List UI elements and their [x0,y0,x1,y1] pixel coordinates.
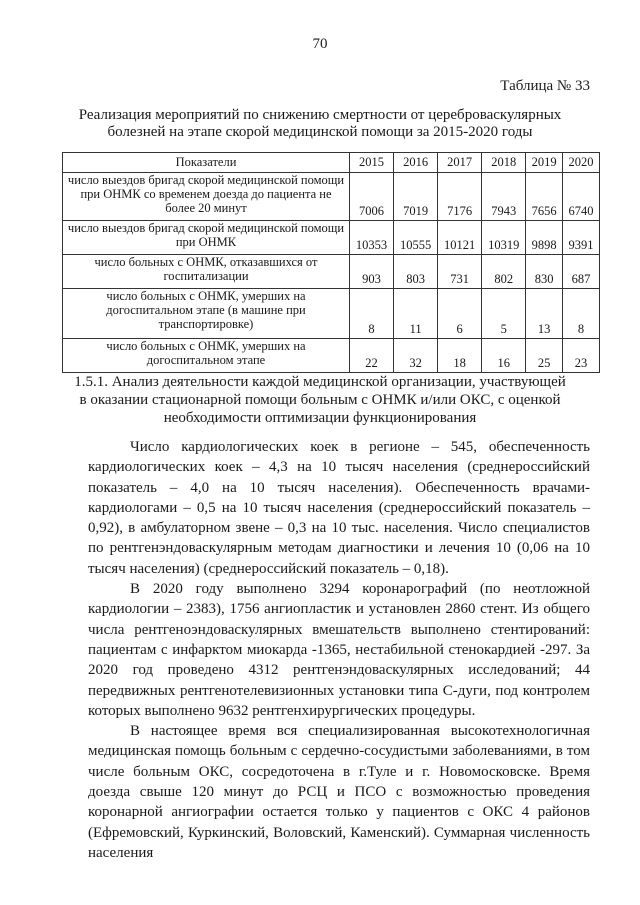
header-indicator: Показатели [63,153,350,173]
cell-value: 7006 [350,173,394,221]
table-title: Реализация мероприятий по снижению смертности от цереброваскулярных болезней на этапе скорой медицинской помощи за 2015-2020 годы [78,107,562,140]
cell-value: 830 [526,255,563,289]
section-heading: 1.5.1. Анализ деятельности каждой медицинской организации, участвующей в оказании стационарной помощи больным с ОНМК и/или ОКС, с оценкой необходимости оптимизации функционирования [74,374,566,426]
cell-value: 11 [394,289,438,339]
cell-value: 803 [394,255,438,289]
table-label: Таблица № 33 [500,78,590,94]
row-indicator: число выездов бригад скорой медицинской помощи при ОНМК [63,221,350,255]
table-row [63,289,600,339]
cell-value: 9898 [526,221,563,255]
cell-value: 7943 [482,173,526,221]
cell-value: 32 [394,339,438,373]
cell-value: 6 [438,289,482,339]
cell-value: 16 [482,339,526,373]
table-row [63,173,600,221]
cell-value: 8 [563,289,600,339]
cell-value: 687 [563,255,600,289]
header-year: 2020 [563,153,600,173]
indicators-table [62,152,600,373]
row-indicator: число выездов бригад скорой медицинской помощи при ОНМК со временем доезда до пациента не более 20 минут [63,173,350,221]
header-year: 2015 [350,153,394,173]
cell-value: 7019 [394,173,438,221]
cell-value: 23 [563,339,600,373]
header-year: 2017 [438,153,482,173]
section-body [88,437,590,863]
header-year: 2016 [394,153,438,173]
cell-value: 6740 [563,173,600,221]
header-year: 2019 [526,153,563,173]
table-header-row [63,153,600,173]
cell-value: 10319 [482,221,526,255]
row-indicator: число больных с ОНМК, отказавшихся от госпитализации [63,255,350,289]
row-indicator: число больных с ОНМК, умерших на догоспитальном этапе [63,339,350,373]
body-paragraph: В 2020 году выполнено 3294 коронарографий (по неотложной кардиологии – 2383), 1756 ангиопластик и установлен 2860 стент. Из общего числа рентгеноэндоваскулярных вмешательств выполнено стентирований: пациентам с инфарктом миокарда -1365, нестабильной стенокардией -297. За 2020 год проведено 4312 рентгенэндоваскулярных исследований; 44 передвижных рентгенотелевизионных установки типа С-дуги, под контролем которых выполнено 9632 рентгенхирургических процедуры. [88,581,590,719]
cell-value: 10121 [438,221,482,255]
row-indicator: число больных с ОНМК, умерших на догоспитальном этапе (в машине при транспортировке) [63,289,350,339]
cell-value: 903 [350,255,394,289]
cell-value: 9391 [563,221,600,255]
body-paragraph: Число кардиологических коек в регионе – 545, обеспеченность кардиологических коек – 4,3 на 10 тысяч населения (среднероссийский показатель – 4,0 на 10 тысяч населения). Обеспеченность врачами-кардиологами – 0,5 на 10 тысяч населения (среднероссийский показатель – 0,92), в амбулаторном звене – 0,3 на 10 тыс. населения. Число специалистов по рентгенэндоваскулярным методам диагностики и лечения 10 (0,06 на 10 тысяч населения) (среднероссийский показатель – 0,18). [88,439,590,577]
cell-value: 802 [482,255,526,289]
cell-value: 7656 [526,173,563,221]
page-number: 70 [312,36,328,52]
table-row [63,221,600,255]
cell-value: 25 [526,339,563,373]
cell-value: 13 [526,289,563,339]
cell-value: 7176 [438,173,482,221]
cell-value: 731 [438,255,482,289]
table-row [63,255,600,289]
cell-value: 10555 [394,221,438,255]
cell-value: 10353 [350,221,394,255]
cell-value: 18 [438,339,482,373]
table-row [63,339,600,373]
body-paragraph: В настоящее время вся специализированная высокотехнологичная медицинская помощь больным с сердечно-сосудистыми заболеваниями, в том числе больным ОКС, сосредоточена в г.Туле и г. Новомосковске. Время доезда свыше 120 минут до РСЦ и ПСО с возможностью проведения коронарной ангиографии остается только у пациентов с ОКС 4 районов (Ефремовский, Куркинский, Воловский, Каменский). Суммарная численность населения [88,723,590,861]
cell-value: 22 [350,339,394,373]
cell-value: 5 [482,289,526,339]
header-year: 2018 [482,153,526,173]
cell-value: 8 [350,289,394,339]
